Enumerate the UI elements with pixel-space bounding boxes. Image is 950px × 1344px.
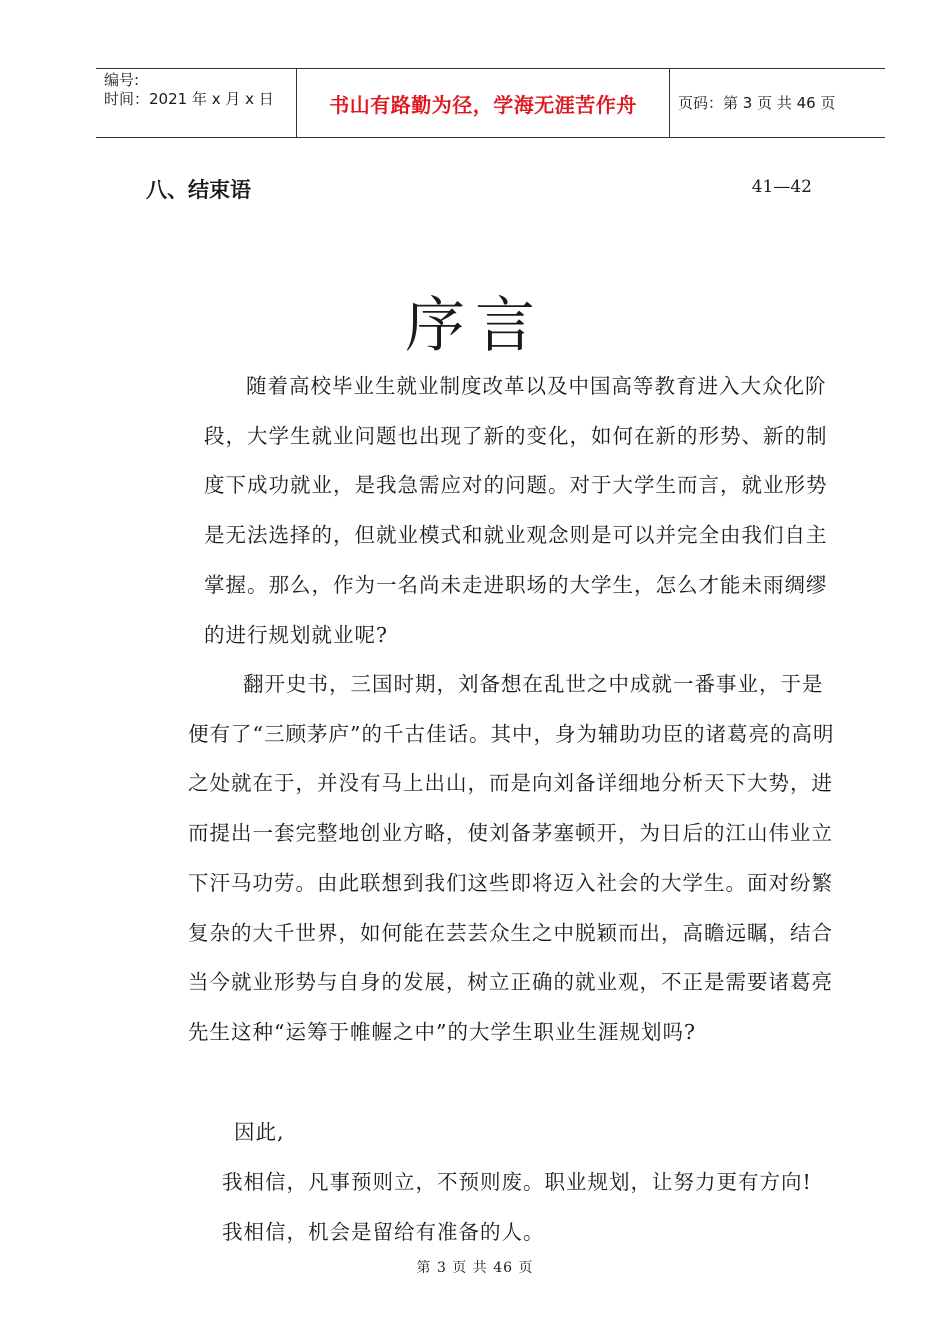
header-page-number: 页码：第 3 页 共 46 页 (678, 93, 836, 112)
paragraph-belief-1: 我相信，凡事预则立，不预则废。职业规划，让努力更有方向! (222, 1170, 812, 1194)
paragraph-intro: 随着高校毕业生就业制度改革以及中国高等教育进入大众化阶段，大学生就业问题也出现了新的变化，如何在新的形势、新的制度下成功就业，是我急需应对的问题。对于大学生而言，就业形势是无法选择的，但就业模式和就业观念则是可以并完全由我们自主掌握。那么，作为一名尚未走进职场的大学生，怎么才能未雨绸缪的进行规划就业呢? (204, 374, 828, 647)
paragraph-therefore: 因此, (234, 1120, 285, 1144)
header-info-cell (96, 69, 296, 137)
document-date-label: 时间：2021 年 x 月 x 日 (104, 90, 274, 108)
toc-entry (146, 174, 816, 202)
toc-entry-title: 八、结束语 (146, 178, 251, 202)
paragraph-belief-2: 我相信，机会是留给有准备的人。 (222, 1220, 545, 1244)
document-number-label: 编号: (104, 71, 140, 89)
header-page-cell (670, 69, 885, 137)
header-motto-cell (296, 69, 670, 137)
toc-entry-pages: 41—42 (751, 177, 812, 197)
paragraph-history: 翻开史书，三国时期，刘备想在乱世之中成就一番事业，于是便有了“三顾茅庐”的千古佳话。其中，身为辅助功臣的诸葛亮的高明之处就在于，并没有马上出山，而是向刘备详细地分析天下大势，进而提出一套完整地创业方略，使刘备茅塞顿开，为日后的江山伟业立下汗马功劳。由此联想到我们这些即将迈入社会的大学生。面对纷繁复杂的大千世界，如何能在芸芸众生之中脱颖而出，高瞻远瞩，结合当今就业形势与自身的发展，树立正确的就业观，不正是需要诸葛亮先生这种“运筹于帷幄之中”的大学生职业生涯规划吗? (188, 672, 835, 1044)
header-motto: 书山有路勤为径，学海无涯苦作舟 (329, 92, 637, 117)
document-header (96, 68, 885, 138)
section-title: 序言 (405, 291, 545, 361)
page-footer: 第 3 页 共 46 页 (416, 1260, 534, 1276)
